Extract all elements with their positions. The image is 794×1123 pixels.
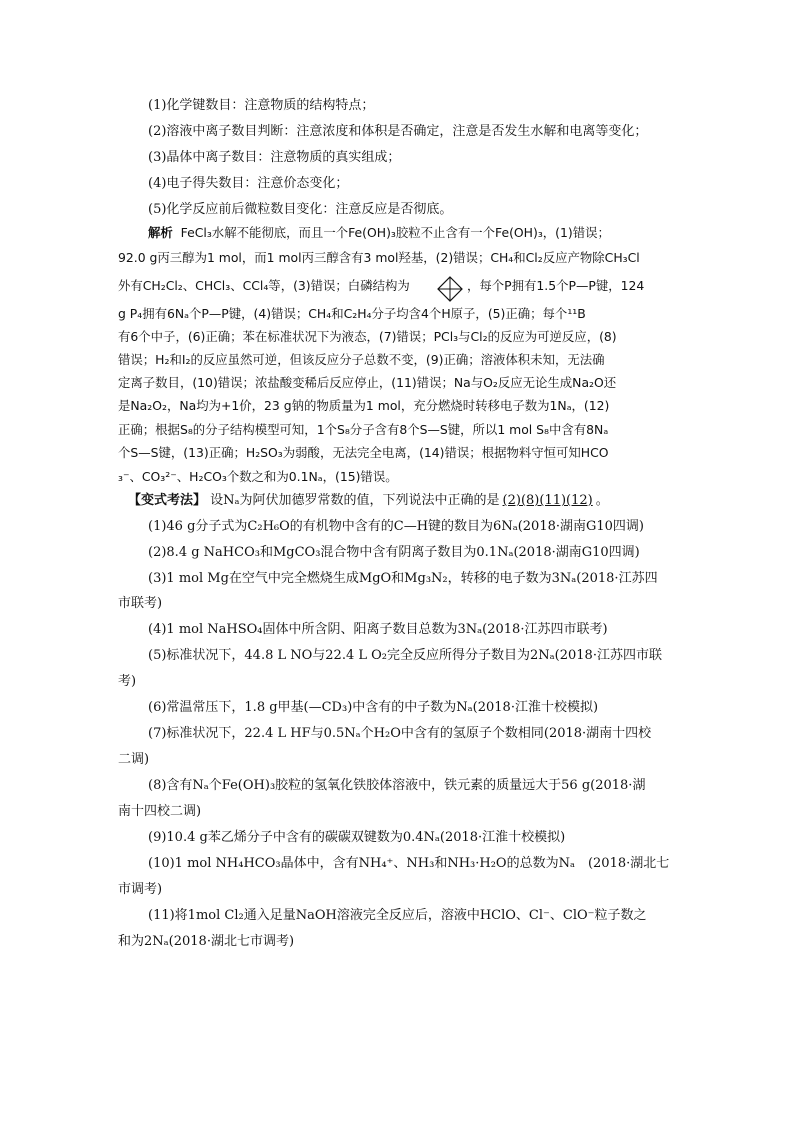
item-9: (9)10.4 g苯乙烯分子中含有的碳碳双键数为0.4Nₐ(2018·江淮十校模拟) [148, 830, 566, 845]
item-3: (3)1 mol Mg在空气中完全燃烧生成MgO和Mg₃N₂，转移的电子数为3Nₐ(2018·江苏四 [148, 571, 658, 586]
tip-5: (5)化学反应前后微粒数目变化：注意反应是否彻底。 [148, 202, 453, 217]
solution-line-9: 正确；根据S₈的分子结构模型可知，1个S₈分子含有8个S—S键，所以1 mol S₈中含有8Nₐ [118, 422, 609, 437]
solution-line-3b: ，每个P拥有1.5个P—P键，124 [467, 278, 645, 293]
item-10-cont: 市调考) [118, 882, 163, 897]
item-11: (11)将1mol Cl₂通入足量NaOH溶液完全反应后，溶液中HClO、Cl⁻、ClO⁻粒子数之 [148, 908, 647, 923]
item-11-cont: 和为2Nₐ(2018·湖北七市调考) [118, 934, 295, 949]
item-1: (1)46 g分子式为C₂H₆O的有机物中含有的C—H键的数目为6Nₐ(2018·湖南G10四调) [148, 519, 645, 534]
item-5-cont: 考) [118, 674, 137, 689]
tip-1: (1)化学键数目：注意物质的结构特点； [148, 98, 375, 113]
item-8-cont: 南十四校二调) [118, 804, 202, 819]
solution-line-2: 92.0 g丙三醇为1 mol，而1 mol丙三醇含有3 mol羟基，(2)错误；CH₄和Cl₂反应产物除CH₃Cl [118, 250, 640, 265]
solution-label: 解析 [148, 225, 173, 240]
solution-line-6: 错误；H₂和I₂的反应虽然可逆，但该反应分子总数不变，(9)正确；溶液体积未知，无法确 [118, 352, 605, 367]
tip-3: (3)晶体中离子数目：注意物质的真实组成； [148, 150, 401, 165]
item-8: (8)含有Nₐ个Fe(OH)₃胶粒的氢氧化铁胶体溶液中，铁元素的质量远大于56 g(2018·湖 [148, 778, 646, 793]
item-5: (5)标准状况下，44.8 L NO与22.4 L O₂完全反应所得分子数目为2Nₐ(2018·江苏四市联 [148, 648, 662, 663]
solution-line-10: 个S—S键，(13)正确；H₂SO₃为弱酸，无法完全电离，(14)错误；根据物料守恒可知HCO [118, 445, 609, 460]
variant-answer: (2)(8)(11)(12) [502, 493, 593, 508]
solution-line-7: 定离子数目，(10)错误；浓盐酸变稀后反应停止，(11)错误；Na与O₂反应无论生成Na₂O还 [118, 375, 617, 390]
item-2: (2)8.4 g NaHCO₃和MgCO₃混合物中含有阴离子数目为0.1Nₐ(2018·湖南G10四调) [148, 545, 640, 560]
item-10: (10)1 mol NH₄HCO₃晶体中，含有NH₄⁺、NH₃和NH₃·H₂O的总数为Nₐ (2018·湖北七 [148, 856, 670, 871]
solution-line-3a: 外有CH₂Cl₂、CHCl₃、CCl₄等，(3)错误；白磷结构为 [118, 278, 410, 293]
white-phosphorus-structure-icon [437, 276, 463, 302]
solution-line-8: 是Na₂O₂，Na均为+1价，23 g钠的物质量为1 mol，充分燃烧时转移电子数为1Nₐ，(12) [118, 398, 610, 413]
item-3-cont: 市联考) [118, 596, 163, 611]
tip-2: (2)溶液中离子数目判断：注意浓度和体积是否确定，注意是否发生水解和电离等变化； [148, 124, 648, 139]
solution-line-1: 解析 FeCl₃水解不能彻底，而且一个Fe(OH)₃胶粒不止含有一个Fe(OH)₃，(1)错误； [148, 225, 610, 240]
item-7: (7)标准状况下，22.4 L HF与0.5Nₐ个H₂O中含有的氢原子个数相同(2018·湖南十四校 [148, 726, 652, 741]
item-6: (6)常温常压下，1.8 g甲基(—CD₃)中含有的中子数为Nₐ(2018·江淮十校模拟) [148, 700, 599, 715]
solution-line-5: 有6个中子，(6)正确；苯在标准状况下为液态，(7)错误；PCl₃与Cl₂的反应为可逆反应，(8) [118, 329, 617, 344]
variant-label: 【变式考法】 [128, 493, 207, 508]
item-7-cont: 二调) [118, 752, 150, 767]
tip-4: (4)电子得失数目：注意价态变化； [148, 176, 349, 191]
variant-stem: 【变式考法】 设Nₐ为阿伏加德罗常数的值，下列说法中正确的是 (2)(8)(11)(12) 。 [128, 493, 609, 508]
solution-line-11: ₃⁻、CO₃²⁻、H₂CO₃个数之和为0.1Nₐ，(15)错误。 [118, 469, 398, 484]
solution-line-4: g P₄拥有6Nₐ个P—P键，(4)错误；CH₄和C₂H₄分子均含4个H原子，(5)正确；每个¹¹B [118, 306, 586, 321]
item-4: (4)1 mol NaHSO₄固体中所含阴、阳离子数目总数为3Nₐ(2018·江苏四市联考) [148, 622, 608, 637]
